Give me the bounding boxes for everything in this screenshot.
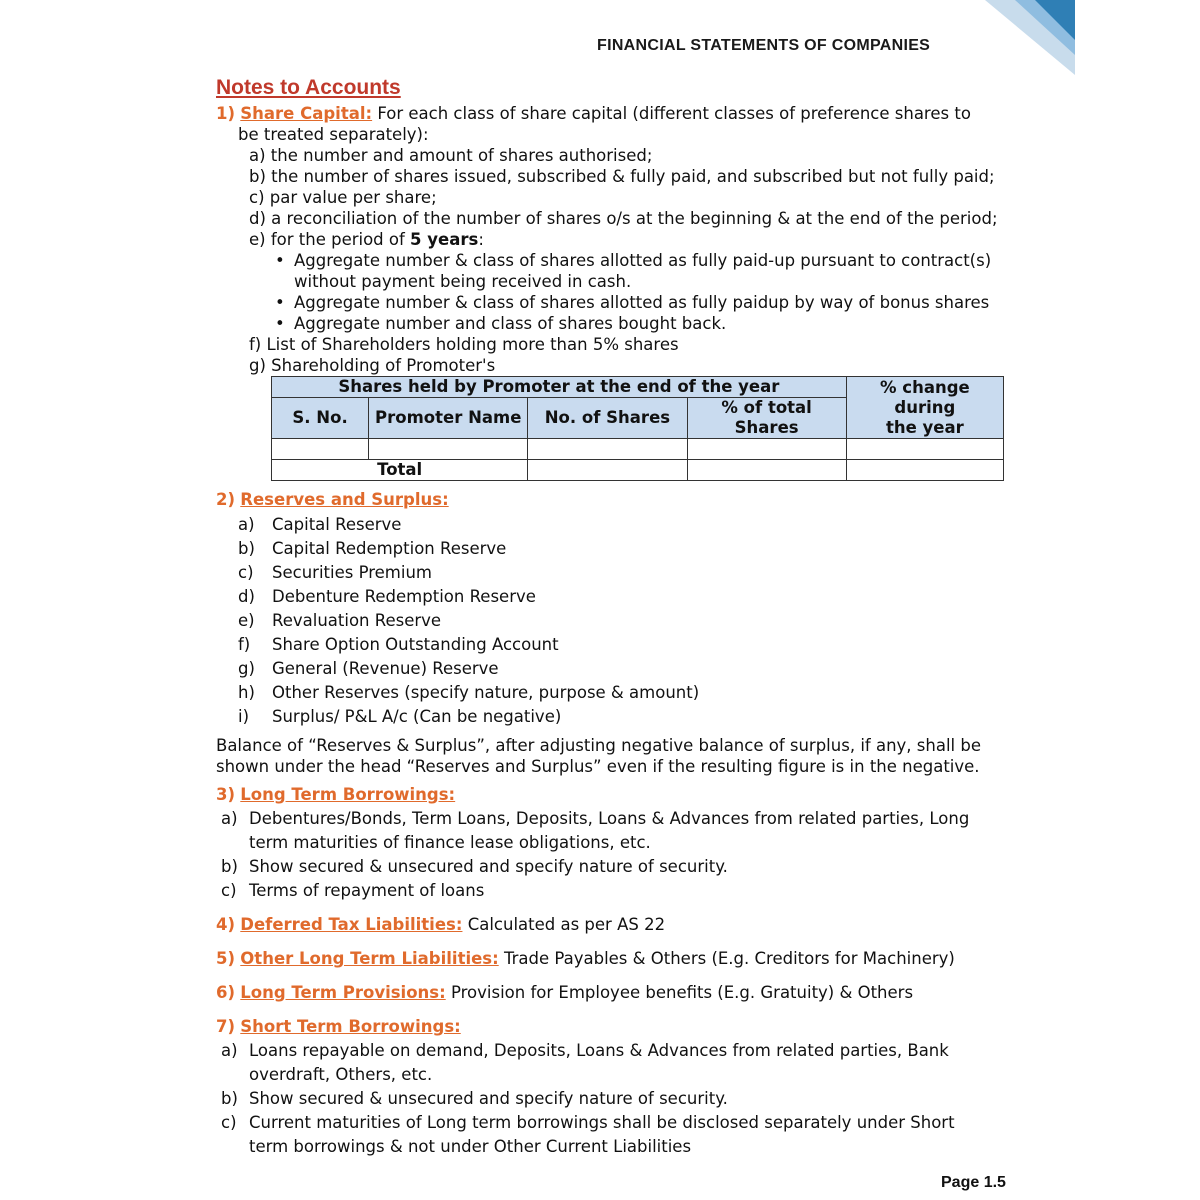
ltb-heading: Long Term Borrowings: [240, 785, 456, 804]
item-label: h) [238, 683, 255, 702]
list-item [216, 1039, 1016, 1087]
item-text: term maturities of finance lease obligations, etc. [249, 833, 651, 852]
bullet-line: • Aggregate number & class of shares allotted as fully paid-up pursuant to contract(s) [294, 251, 992, 270]
item-label: c) [238, 563, 254, 582]
list-item [216, 1111, 1016, 1159]
reserves-note [216, 735, 1016, 777]
lt-provisions-heading: Long Term Provisions: [240, 983, 446, 1002]
share-item-e [216, 229, 1016, 250]
item-label: a) [238, 515, 255, 534]
other-lt-heading: Other Long Term Liabilities: [240, 949, 499, 968]
share-capital-intro: For each class of share capital (different classes of preference shares to [372, 104, 971, 123]
change-header-line: % change during [880, 377, 970, 417]
list-item [216, 705, 1016, 729]
section-number: 7) [216, 1017, 236, 1036]
table-cell [272, 439, 369, 460]
item-label: d) [238, 587, 255, 606]
item-label: b) [221, 1089, 238, 1108]
item-text: Capital Reserve [272, 515, 402, 534]
page-number: Page 1.5 [941, 1174, 1006, 1191]
share-item-c: c) par value per share; [249, 188, 437, 207]
share-item-g: g) Shareholding of Promoter's [249, 356, 496, 375]
item-text: Loans repayable on demand, Deposits, Loans & Advances from related parties, Bank [249, 1041, 949, 1060]
item-label: a) [221, 809, 238, 828]
corner-decoration [985, 0, 1075, 80]
item-label: e) [238, 611, 255, 630]
long-term-borrowings-section [216, 783, 1016, 903]
item-text: Current maturities of Long term borrowings shall be disclosed separately under Short [249, 1113, 955, 1132]
item-text: Other Reserves (specify nature, purpose & amount) [272, 683, 700, 702]
item-text: General (Revenue) Reserve [272, 659, 499, 678]
item-text: Debentures/Bonds, Term Loans, Deposits, Loans & Advances from related parties, Long [249, 809, 970, 828]
page-header: FINANCIAL STATEMENTS OF COMPANIES [597, 37, 931, 54]
item-label: f) [238, 635, 251, 654]
item-text: Debenture Redemption Reserve [272, 587, 536, 606]
item-text: Revaluation Reserve [272, 611, 442, 630]
list-item [216, 855, 1016, 879]
change-header-line: the year [885, 417, 964, 437]
section-number: 3) [216, 785, 236, 804]
share-capital-intro-cont: be treated separately): [238, 125, 429, 144]
reserves-section [216, 489, 1016, 777]
share-item-b: b) the number of shares issued, subscribed & fully paid, and subscribed but not fully paid; [249, 167, 995, 186]
section-number: 2) [216, 490, 236, 509]
col-shares: No. of Shares [528, 398, 687, 439]
reserves-note-line: Balance of “Reserves & Surplus”, after adjusting negative balance of surplus, if any, shall be [216, 736, 981, 755]
list-item [216, 537, 1016, 561]
deferred-tax-heading: Deferred Tax Liabilities: [240, 915, 463, 934]
item-label: i) [238, 707, 250, 726]
bullet-line: without payment being received in cash. [294, 272, 632, 291]
share-item-e-bold: 5 years [410, 230, 479, 249]
item-label: b) [221, 857, 238, 876]
table-cell [369, 439, 528, 460]
change-header [846, 377, 1003, 439]
short-term-borrowings-section [216, 1015, 1016, 1159]
list-item [216, 807, 1016, 855]
table-cell [687, 460, 846, 481]
col-pct: % of total Shares [687, 398, 846, 439]
section-number: 1) [216, 104, 236, 123]
share-item-f: f) List of Shareholders holding more than 5% shares [249, 335, 679, 354]
notes-content [216, 76, 1016, 1159]
item-text: Show secured & unsecured and specify nature of security. [249, 1089, 728, 1108]
table-cell [528, 439, 687, 460]
other-lt-section [216, 947, 1016, 971]
item-text: Terms of repayment of loans [249, 881, 485, 900]
list-item [216, 561, 1016, 585]
section-number: 4) [216, 915, 236, 934]
bullet-item [273, 250, 1016, 292]
other-lt-text: Trade Payables & Others (E.g. Creditors for Machinery) [498, 949, 955, 968]
item-label: g) [238, 659, 255, 678]
deferred-tax-text: Calculated as per AS 22 [462, 915, 666, 934]
bullet-item: • Aggregate number and class of shares bought back. [273, 313, 1016, 334]
item-text: term borrowings & not under Other Current Liabilities [249, 1137, 692, 1156]
section-number: 6) [216, 983, 236, 1002]
list-item [216, 1087, 1016, 1111]
list-item [216, 585, 1016, 609]
lt-provisions-text: Provision for Employee benefits (E.g. Gratuity) & Others [445, 983, 914, 1002]
list-item [216, 513, 1016, 537]
item-label: c) [221, 881, 237, 900]
bullet-list [216, 250, 1016, 334]
share-item-e-prefix: e) for the period of [249, 230, 411, 249]
share-item-e-suffix: : [478, 230, 484, 249]
table-cell [687, 439, 846, 460]
stb-heading: Short Term Borrowings: [240, 1017, 461, 1036]
table-cell [846, 439, 1003, 460]
item-text: overdraft, Others, etc. [249, 1065, 433, 1084]
lt-provisions-section [216, 981, 1016, 1005]
col-name: Promoter Name [369, 398, 528, 439]
item-label: c) [221, 1113, 237, 1132]
item-text: Surplus/ P&L A/c (Can be negative) [272, 707, 562, 726]
share-capital-section [216, 103, 1016, 481]
bullet-item: • Aggregate number & class of shares allotted as fully paidup by way of bonus shares [273, 292, 1016, 313]
reserves-note-line: shown under the head “Reserves and Surplus” even if the resulting figure is in the negative. [216, 757, 980, 776]
reserves-heading: Reserves and Surplus: [240, 490, 449, 509]
promoter-group-header: Shares held by Promoter at the end of the year [272, 377, 847, 398]
list-item [216, 609, 1016, 633]
section-number: 5) [216, 949, 236, 968]
list-item [216, 681, 1016, 705]
item-label: a) [221, 1041, 238, 1060]
share-item-d: d) a reconciliation of the number of shares o/s at the beginning & at the end of the period; [249, 209, 998, 228]
promoter-table [271, 376, 1004, 481]
item-text: Share Option Outstanding Account [272, 635, 559, 654]
list-item [216, 657, 1016, 681]
share-item-a: a) the number and amount of shares authorised; [249, 146, 653, 165]
deferred-tax-section [216, 913, 1016, 937]
item-text: Show secured & unsecured and specify nature of security. [249, 857, 728, 876]
item-text: Securities Premium [272, 563, 432, 582]
list-item [216, 879, 1016, 903]
table-row [272, 439, 1004, 460]
reserves-list [216, 513, 1016, 729]
list-item [216, 633, 1016, 657]
total-label: Total [272, 460, 528, 481]
col-sno: S. No. [272, 398, 369, 439]
share-capital-heading: Share Capital: [240, 104, 373, 123]
item-text: Capital Redemption Reserve [272, 539, 507, 558]
table-cell [528, 460, 687, 481]
table-total-row [272, 460, 1004, 481]
table-cell [846, 460, 1003, 481]
item-label: b) [238, 539, 255, 558]
page-title: Notes to Accounts [216, 76, 401, 99]
